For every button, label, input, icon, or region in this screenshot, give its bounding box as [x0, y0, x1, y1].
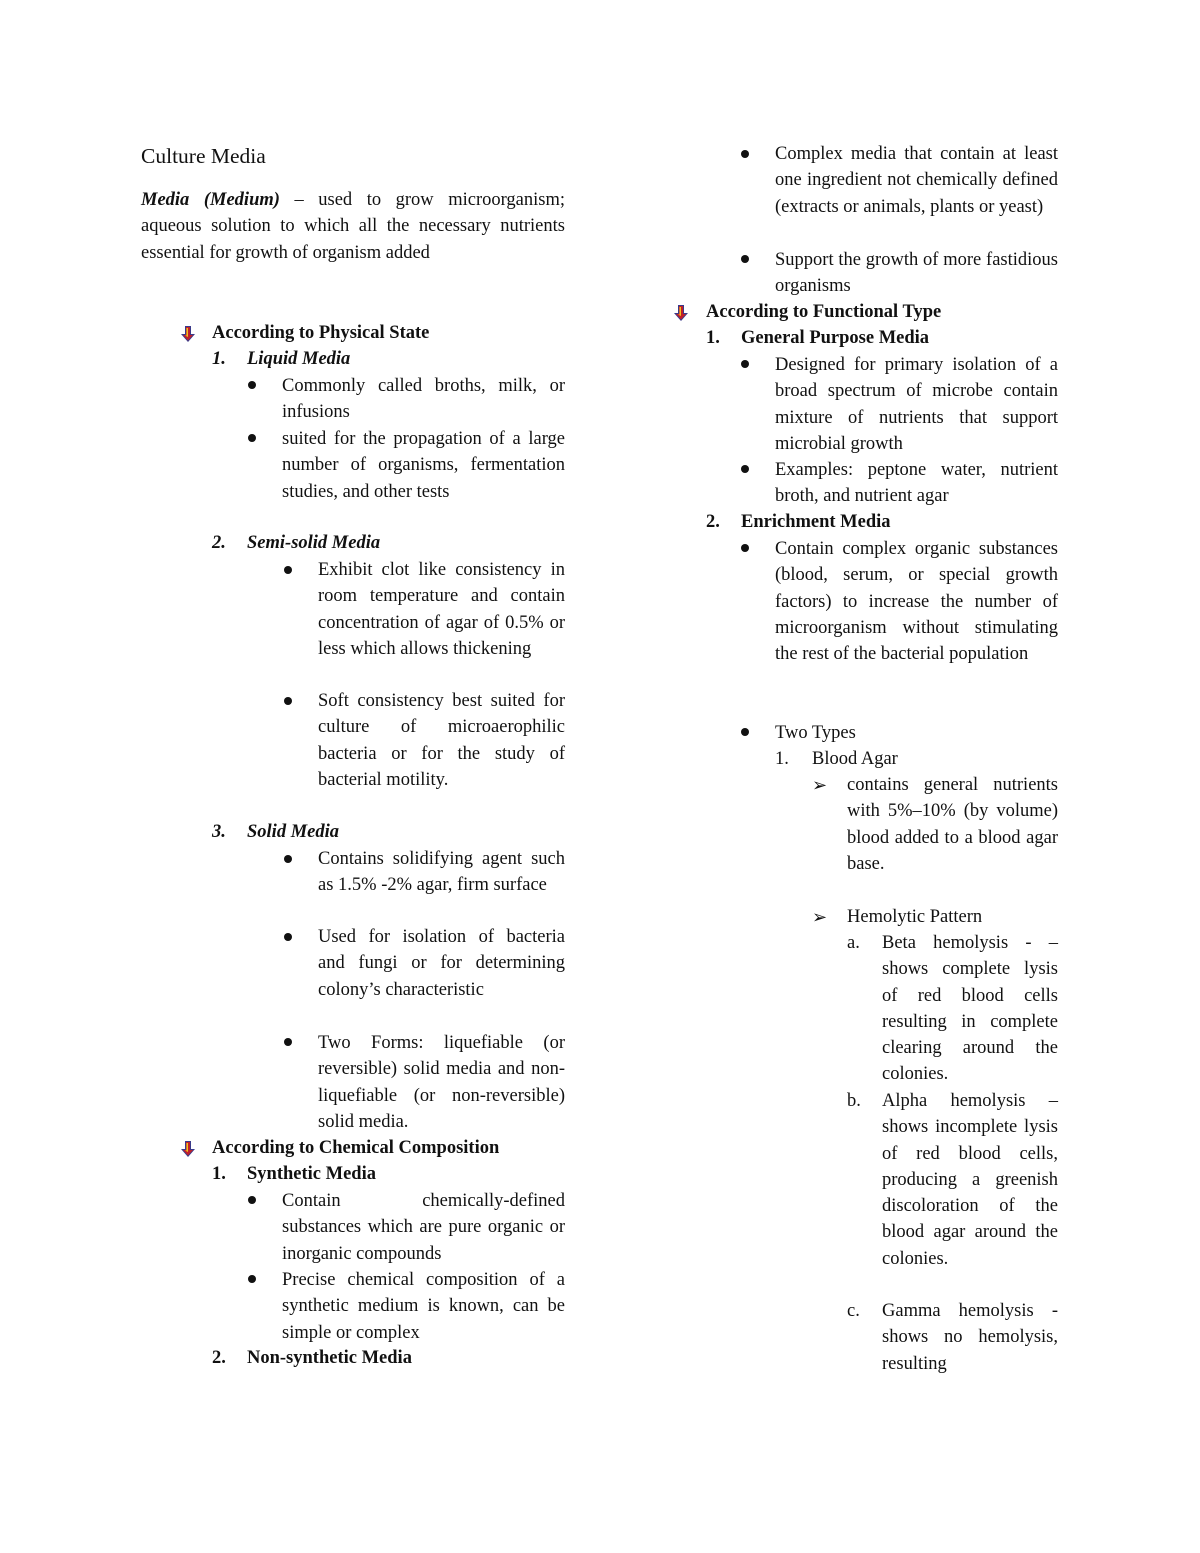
list-item: Alpha hemolysis – shows incomplete lysis of red blood cells, producing a greenish discoloration of the blood agar around the colonies. [882, 1091, 1058, 1269]
arrow-bullet-icon [672, 304, 690, 322]
chevron-right-icon: ➢ [812, 775, 828, 795]
bullet-icon [741, 728, 749, 736]
section-heading-physical: According to Physical State [212, 323, 430, 343]
subheading-liquid-media: Liquid Media [247, 349, 351, 369]
bullet-icon [741, 255, 749, 263]
subheading-blood-agar: Blood Agar [812, 749, 898, 769]
chevron-right-icon: ➢ [812, 907, 828, 927]
bullet-icon [284, 933, 292, 941]
definition-term: Media [141, 190, 190, 210]
list-letter: c. [847, 1301, 860, 1321]
list-item: Complex media that contain at least one ingredient not chemically defined (extracts or animals, plants or yeast) [775, 144, 1058, 217]
list-item: Support the growth of more fastidious organisms [775, 250, 1058, 297]
list-number: 1. [212, 349, 226, 369]
section-heading-chemical: According to Chemical Composition [212, 1138, 500, 1158]
section-heading-functional: According to Functional Type [706, 302, 942, 322]
bullet-icon [741, 544, 749, 552]
list-item: Contain complex organic substances (blood, serum, or special growth factors) to increase the number of microorganism without stimulating the rest of the bacterial population [775, 539, 1058, 665]
bullet-icon [284, 566, 292, 574]
subheading-solid-media: Solid Media [247, 822, 339, 842]
list-item: Precise chemical composition of a synthetic medium is known, can be simple or complex [282, 1270, 565, 1343]
list-item: Beta hemolysis - – shows complete lysis of red blood cells resulting in complete clearing around the colonies. [882, 933, 1058, 1085]
list-number: 2. [212, 533, 226, 553]
list-number: 1. [706, 328, 720, 348]
subheading-enrichment-media: Enrichment Media [741, 512, 891, 532]
list-item: Examples: peptone water, nutrient broth, and nutrient agar [775, 460, 1058, 507]
definition-alt-term: (Medium) [203, 190, 280, 210]
list-item: Gamma hemolysis - shows no hemolysis, resulting [882, 1301, 1058, 1374]
list-item: suited for the propagation of a large number of organisms, fermentation studies, and other tests [282, 429, 565, 502]
list-item: Contains solidifying agent such as 1.5% -2% agar, firm surface [318, 849, 565, 896]
bullet-icon [248, 1196, 256, 1204]
list-item: Used for isolation of bacteria and fungi or for determining colony’s characteristic [318, 927, 565, 1000]
list-item: contains general nutrients with 5%–10% (by volume) blood added to a blood agar base. [847, 775, 1058, 874]
definition-text: used to grow microorganism; aqueous solution to which all the necessary nutrients essential for growth of organism added [141, 190, 566, 263]
list-item: Contain chemically-defined substances which are pure organic or inorganic compounds [282, 1191, 565, 1264]
definition-paragraph [141, 187, 565, 266]
list-item: Two Forms: liquefiable (or reversible) solid media and non-liquefiable (or non-reversible) solid media. [318, 1033, 565, 1132]
list-number: 2. [706, 512, 720, 532]
bullet-icon [284, 1038, 292, 1046]
bullet-icon [284, 697, 292, 705]
definition-dash: – [294, 190, 304, 210]
list-number: 1. [212, 1164, 226, 1184]
list-item: Hemolytic Pattern [847, 907, 983, 927]
bullet-icon [741, 465, 749, 473]
bullet-icon [248, 1275, 256, 1283]
list-item: Commonly called broths, milk, or infusions [282, 376, 565, 423]
subheading-synthetic-media: Synthetic Media [247, 1164, 376, 1184]
arrow-bullet-icon [179, 1140, 197, 1158]
list-number: 3. [212, 822, 226, 842]
bullet-icon [741, 150, 749, 158]
subheading-semi-solid-media: Semi-solid Media [247, 533, 381, 553]
subheading-general-purpose-media: General Purpose Media [741, 328, 930, 348]
list-item: Soft consistency best suited for culture of microaerophilic bacteria or for the study of bacterial motility. [318, 691, 565, 790]
list-letter: b. [847, 1091, 861, 1111]
list-number: 1. [775, 749, 789, 769]
list-item: Exhibit clot like consistency in room temperature and contain concentration of agar of 0.5% or less which allows thickening [318, 560, 565, 659]
bullet-icon [741, 360, 749, 368]
list-letter: a. [847, 933, 860, 953]
subheading-non-synthetic-media: Non-synthetic Media [247, 1348, 412, 1368]
bullet-icon [248, 381, 256, 389]
list-item: Two Types [775, 723, 856, 743]
page-title: Culture Media [141, 144, 266, 168]
bullet-icon [248, 434, 256, 442]
bullet-icon [284, 855, 292, 863]
list-number: 2. [212, 1348, 226, 1368]
arrow-bullet-icon [179, 325, 197, 343]
list-item: Designed for primary isolation of a broad spectrum of microbe contain mixture of nutrients that support microbial growth [775, 355, 1058, 454]
